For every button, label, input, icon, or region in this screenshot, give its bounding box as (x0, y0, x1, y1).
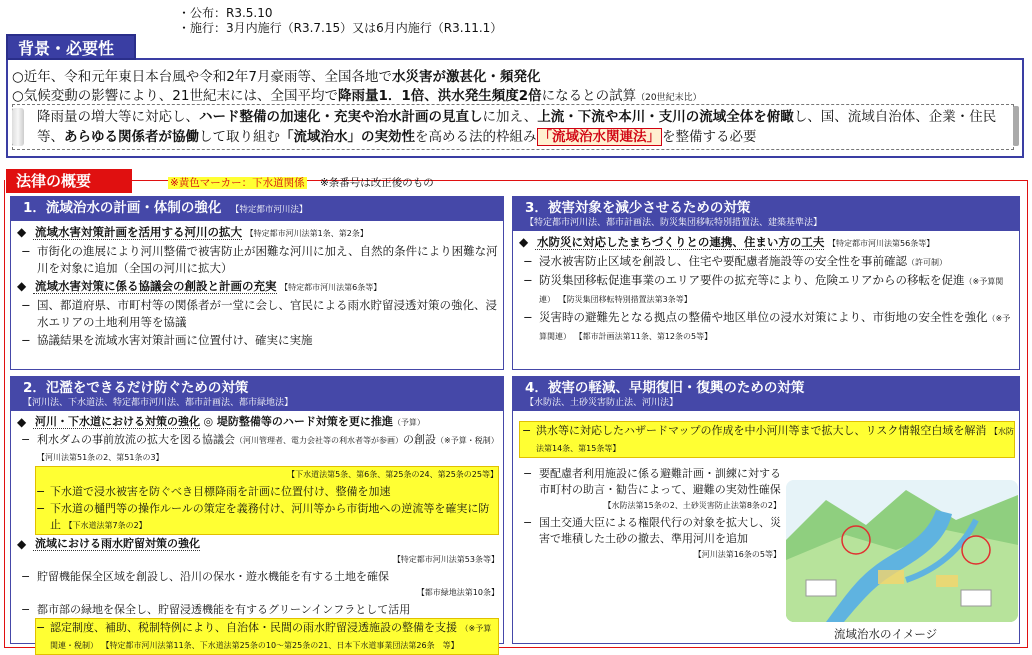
background-line-2: ○気候変動の影響により、21世紀末には、全国平均で降雨量1．1倍、洪水発生頻度2倍になるとの試算（20世紀末比） (12, 88, 702, 104)
p1-item-2: − 国、都道府県、市町村等の関係者が一堂に会し、官民による雨水貯留浸透対策の強化、浸水エリアの土地利用等を協議 (21, 298, 497, 329)
p3-item-1: − 浸水被害防止区域を創設し、住宅や要配慮者施設等の安全性を事前確認（許可制） (523, 254, 947, 268)
p4-sewer-highlight: − 洪水等に対応したハザードマップの作成を中小河川等まで拡大し、リスク情報空白域を解消 【水防法第14条、第15条等】 (519, 421, 1015, 458)
law-label: 法律の概要 (6, 169, 132, 193)
p1-heading-1: ◆ 流域水害対策計画を活用する河川の拡大 【特定都市河川法第1条、第2条】 (17, 225, 368, 239)
panel-planning (10, 196, 504, 370)
watershed-map-icon (786, 480, 1018, 622)
p4-item-2: − 要配慮者利用施設に係る避難計画・訓練に対する市町村の助言・勧告によって、避難の実効性確保 (523, 467, 781, 496)
p2-heading-2: ◆ 流域における雨水貯留対策の強化 (17, 537, 200, 551)
yellow-marker-note: ※黄色マーカー：下水道関係 (170, 177, 305, 189)
p1-heading-2: ◆ 流域水害対策に係る協議会の創設と計画の充実 【特定都市河川法第6条等】 (17, 279, 382, 293)
p4-item-3: − 国土交通大臣による権限代行の対象を拡大し、災害で堆積した土砂の撤去、準用河川を追加 (523, 516, 781, 545)
panel-exposure-reduction (512, 196, 1020, 370)
p2-sewer-highlight-2: − 認定制度、補助、税制特例により、自治体・民間の雨水貯留浸透施設の整備を支援 （※予算関連・税制） 【特定都市河川法第11条、下水道法第25条の10～第25条の21、日本下水道事業団法第26条 等】 (35, 618, 499, 655)
watershed-illustration (786, 480, 1018, 622)
law-note (168, 175, 434, 190)
panel-1-header: 1．流域治水の計画・体制の強化 【特定都市河川法】 (11, 197, 503, 221)
scroll-icon (12, 108, 24, 146)
promulgation-date: ・公布：R3.5.10 (178, 6, 273, 20)
p2-item-1: − 利水ダムの事前放流の拡大を図る協議会（河川管理者、電力会社等の利水者等が参画）の創設（※予算・税制） 【河川法第51条の2、第51条の3】 (21, 433, 499, 462)
background-label: 背景・必要性 (6, 34, 136, 60)
article-note: ※条番号は改正後のもの (319, 177, 434, 189)
p2-heading-1: ◆ 河川・下水道における対策の強化 ◎ 堤防整備等のハード対策を更に推進（予算） (17, 415, 425, 429)
background-line-1: ○近年、令和元年東日本台風や令和2年7月豪雨等、全国各地で水災害が激甚化・頻発化 (12, 69, 541, 85)
bracket-icon (1013, 106, 1019, 146)
p1-item-3: − 協議結果を流域水害対策計画に位置付け、確実に実施 (21, 333, 313, 347)
p1-item-1: − 市街化の進展により河川整備で被害防止が困難な河川に加え、自然的条件により困難な河川を対象に追加（全国の河川に拡大） (21, 244, 498, 275)
panel-flood-prevention: 2．氾濫をできるだけ防ぐための対策 【河川法、下水道法、特定都市河川法、都市計画法、都市緑地法】 ◆ 河川・下水道における対策の強化 ◎ 堤防整備等のハード対策を更に推進（予算） − 利水ダムの事前放流の拡大を図る協議会（河川管理者、電力会社等の利水者等が参画）の創設（※予算・税制） 【河川法第51条の2、第51条の3】 【下水道法第5条、第6条、第25条の24、第25条の25等】 − 下水道で浸水被害を防ぐべき目標降雨を計画に位置付け、整備を加速 − 下水道の樋門等の操作ルールの策定を義務付け、河川等から市街地への逆流等を確実に防止 【下水道法第7条の2】 ◆ 流域における雨水貯留対策の強化 【特定都市河川法第53条等】 − 貯留機能保全区域を創設し、沿川の保水・遊水機能を有する土地を確保 【都市緑地法第10条】 − 都市部の緑地を保全し、貯留浸透機能を有するグリーンインフラとして活用 − 認定制度、補助、税制特例により、自治体・民間の雨水貯留浸透施設の整備を支援 （※予算関連・税制） 【特定都市河川法第11条、下水道法第25条の10～第25条の21、日本下水道事業団法第26条 等】 (10, 376, 504, 644)
illustration-caption: 流域治水のイメージ (834, 627, 938, 641)
panel-4-header: 4．被害の軽減、早期復旧・復興のための対策 【水防法、土砂災害防止法、河川法】 (513, 377, 1019, 411)
panel-recovery: 4．被害の軽減、早期復旧・復興のための対策 【水防法、土砂災害防止法、河川法】 − 洪水等に対応したハザードマップの作成を中小河川等まで拡大し、リスク情報空白域を解消 【水防法第14条、第15条等】 − 要配慮者利用施設に係る避難計画・訓練に対する市町村の助言・勧告によって、避難の実効性確保 【水防法第15条の2、土砂災害防止法第8条の2】 − 国土交通大臣による権限代行の対象を拡大し、災害で堆積した土砂の撤去、準用河川を追加 【河川法第16条の5等】 (512, 376, 1020, 644)
p3-item-2: − 防災集団移転促進事業のエリア要件の拡充等により、危険エリアからの移転を促進（※予算関連） 【防災集団移転特別措置法第3条等】 (523, 273, 1004, 304)
p2-sewer-highlight-1: 【下水道法第5条、第6条、第25条の24、第25条の25等】 − 下水道で浸水被害を防ぐべき目標降雨を計画に位置付け、整備を加速 − 下水道の樋門等の操作ルールの策定を義務付け、河川等から市街地への逆流等を確実に防止 【下水道法第7条の2】 (35, 466, 499, 535)
panel-2-header: 2．氾濫をできるだけ防ぐための対策 【河川法、下水道法、特定都市河川法、都市計画法、都市緑地法】 (11, 377, 503, 411)
p2-item-4: − 貯留機能保全区域を創設し、沿川の保水・遊水機能を有する土地を確保 (21, 570, 389, 583)
p3-item-3: − 災害時の避難先となる拠点の整備や地区単位の浸水対策により、市街地の安全性を強化（※予算関連） 【都市計画法第11条、第12条の5等】 (523, 310, 1011, 341)
p2-item-5: − 都市部の緑地を保全し、貯留浸透機能を有するグリーンインフラとして活用 (21, 603, 411, 616)
p3-heading-1: ◆ 水防災に対応したまちづくりとの連携、住まい方の工夫 【特定都市河川法第56条等】 (519, 235, 935, 249)
header-meta (178, 6, 502, 36)
panel-3-header: 3．被害対象を減少させるための対策 【特定都市河川法、都市計画法、防災集団移転特別措置法、建築基準法】 (513, 197, 1019, 231)
enforcement-date: ・施行：3月内施行（R3.7.15）又は6月内施行（R3.11.1） (178, 21, 503, 35)
background-conclusion: 降雨量の増大等に対応し、ハード整備の加速化・充実や治水計画の見直しに加え、上流・下流や本川・支川の流域全体を俯瞰し、国、流域自治体、企業・住民等、あらゆる関係者が協働して取り組む「流域治水」の実効性を高める法的枠組み 「流域治水関連法」 を整備する必要 (12, 104, 1014, 150)
